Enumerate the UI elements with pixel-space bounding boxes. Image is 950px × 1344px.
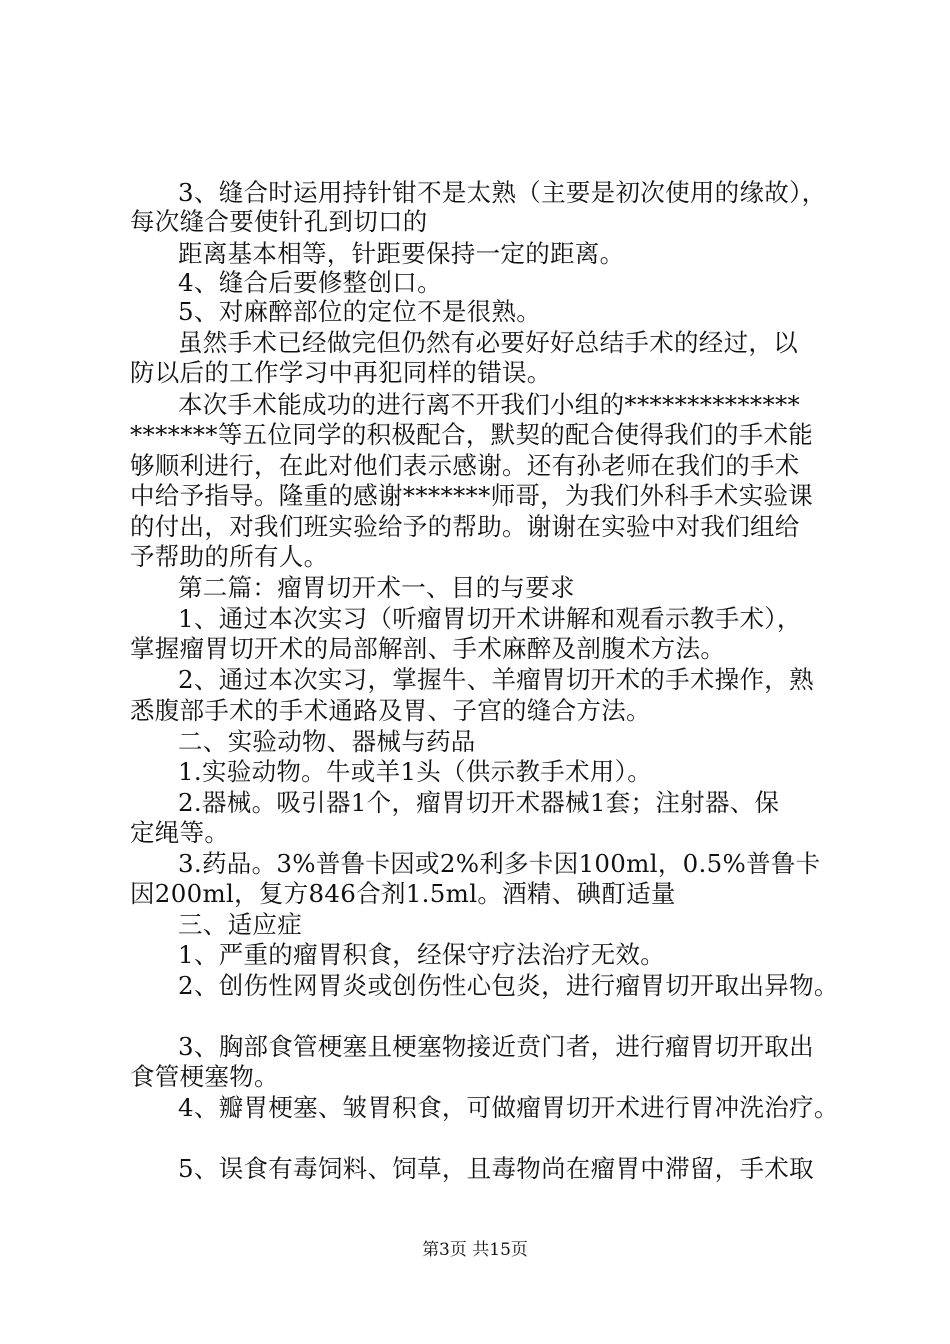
text-line-6: 虽然手术已经做完但仍然有必要好好总结手术的经过，以 [178, 328, 798, 357]
section-heading-2: 第二篇：瘤胃切开术一、目的与要求 [178, 573, 575, 602]
text-line-7: 防以后的工作学习中再犯同样的错误。 [130, 358, 552, 387]
text-line-26: 1、严重的瘤胃积食，经保守疗法治疗无效。 [178, 940, 666, 969]
text-line-2: 每次缝合要使针孔到切口的 [130, 207, 428, 236]
text-line-30: 4、瓣胃梗塞、皱胃积食，可做瘤胃切开术进行胃冲洗治疗。 [178, 1093, 839, 1122]
text-line-18: 悉腹部手术的手术通路及胃、子宫的缝合方法。 [130, 696, 651, 725]
text-line-22: 定绳等。 [130, 818, 230, 847]
text-line-17: 2、通过本次实习，掌握牛、羊瘤胃切开术的手术操作，熟 [178, 665, 814, 694]
page-number-footer: 第3页 共15页 [422, 1240, 528, 1260]
text-line-28: 3、胸部食管梗塞且梗塞物接近贲门者，进行瘤胃切开取出 [178, 1032, 814, 1061]
text-line-13: 予帮助的所有人。 [130, 542, 329, 571]
text-line-31: 5、误食有毒饲料、饲草，且毒物尚在瘤胃中滞留，手术取 [178, 1154, 814, 1183]
text-line-10: 够顺利进行，在此对他们表示感谢。还有孙老师在我们的手术 [130, 451, 800, 480]
subheading-2: 二、实验动物、器械与药品 [178, 727, 476, 756]
text-line-12: 的付出，对我们班实验给予的帮助。谢谢在实验中对我们组给 [130, 512, 800, 541]
subheading-3: 三、适应症 [178, 910, 302, 939]
text-line-15: 1、通过本次实习（听瘤胃切开术讲解和观看示教手术）， [178, 604, 802, 633]
text-line-20: 1.实验动物。牛或羊1头（供示教手术用）。 [178, 757, 653, 786]
text-line-11: 中给予指导。隆重的感谢*******师哥，为我们外科手术实验课 [130, 481, 814, 510]
text-line-16: 掌握瘤胃切开术的局部解剖、手术麻醉及剖腹术方法。 [130, 634, 726, 663]
text-line-9: *******等五位同学的积极配合，默契的配合使得我们的手术能 [130, 420, 814, 449]
text-line-4: 4、缝合后要修整创口。 [178, 268, 442, 297]
text-line-3: 距离基本相等，针距要保持一定的距离。 [178, 239, 625, 268]
text-line-27: 2、创伤性网胃炎或创伤性心包炎，进行瘤胃切开取出异物。 [178, 971, 839, 1000]
text-line-5: 5、对麻醉部位的定位不是很熟。 [178, 297, 542, 326]
text-line-29: 食管梗塞物。 [130, 1062, 279, 1091]
text-line-8: 本次手术能成功的进行离不开我们小组的************** [178, 390, 801, 419]
text-line-1: 3、缝合时运用持针钳不是太熟（主要是初次使用的缘故）， [178, 178, 827, 207]
text-line-21: 2.器械。吸引器1个，瘤胃切开术器械1套；注射器、保 [178, 788, 780, 817]
text-line-23: 3.药品。3%普鲁卡因或2%利多卡因100ml，0.5%普鲁卡 [178, 849, 821, 878]
text-line-24: 因200ml，复方846合剂1.5ml。酒精、碘酊适量 [130, 879, 676, 908]
